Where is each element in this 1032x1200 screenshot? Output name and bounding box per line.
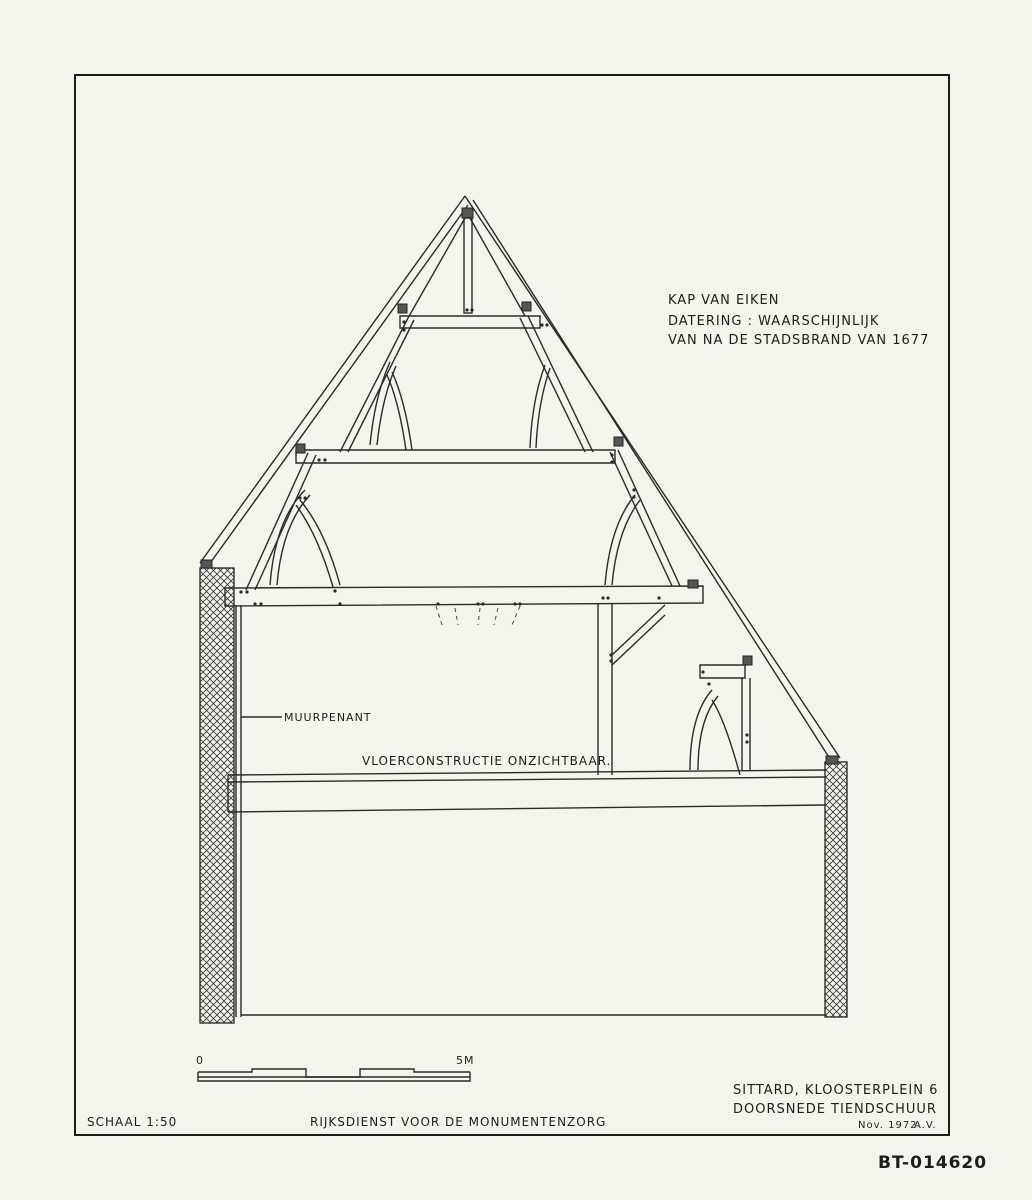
scale-label: SCHAAL 1:50: [87, 1115, 178, 1129]
date-label: Nov. 1972: [858, 1120, 918, 1131]
scale-bar-end: 5M: [456, 1054, 475, 1067]
location-title: SITTARD, KLOOSTERPLEIN 6: [733, 1083, 939, 1098]
right-wall: [825, 762, 847, 1017]
left-wall: [200, 568, 234, 1023]
note-line-3: VAN NA DE STADSBRAND VAN 1677: [668, 333, 930, 348]
subject-title: DOORSNEDE TIENDSCHUUR: [733, 1102, 937, 1117]
note-line-2: DATERING : WAARSCHIJNLIJK: [668, 314, 880, 329]
tie-beam: [201, 560, 703, 606]
archive-number: BT-014620: [878, 1153, 988, 1173]
note-line-1: KAP VAN EIKEN: [668, 293, 780, 308]
lean-to-frame: [598, 603, 838, 775]
muurpenant-label: MUURPENANT: [284, 711, 372, 724]
hidden-lines: [436, 606, 520, 625]
floor-construction: [228, 770, 825, 812]
floor-label: VLOERCONSTRUCTIE ONZICHTBAAR.: [362, 754, 612, 768]
curved-braces: [270, 362, 640, 587]
wall-post: [236, 605, 241, 1017]
king-post: [462, 208, 473, 313]
scale-bar-start: 0: [196, 1054, 204, 1067]
peg-holes: [239, 308, 748, 743]
initials-label: A.V.: [914, 1120, 937, 1131]
agency-label: RIJKSDIENST VOOR DE MONUMENTENZORG: [310, 1115, 607, 1129]
scale-bar: [198, 1069, 470, 1081]
